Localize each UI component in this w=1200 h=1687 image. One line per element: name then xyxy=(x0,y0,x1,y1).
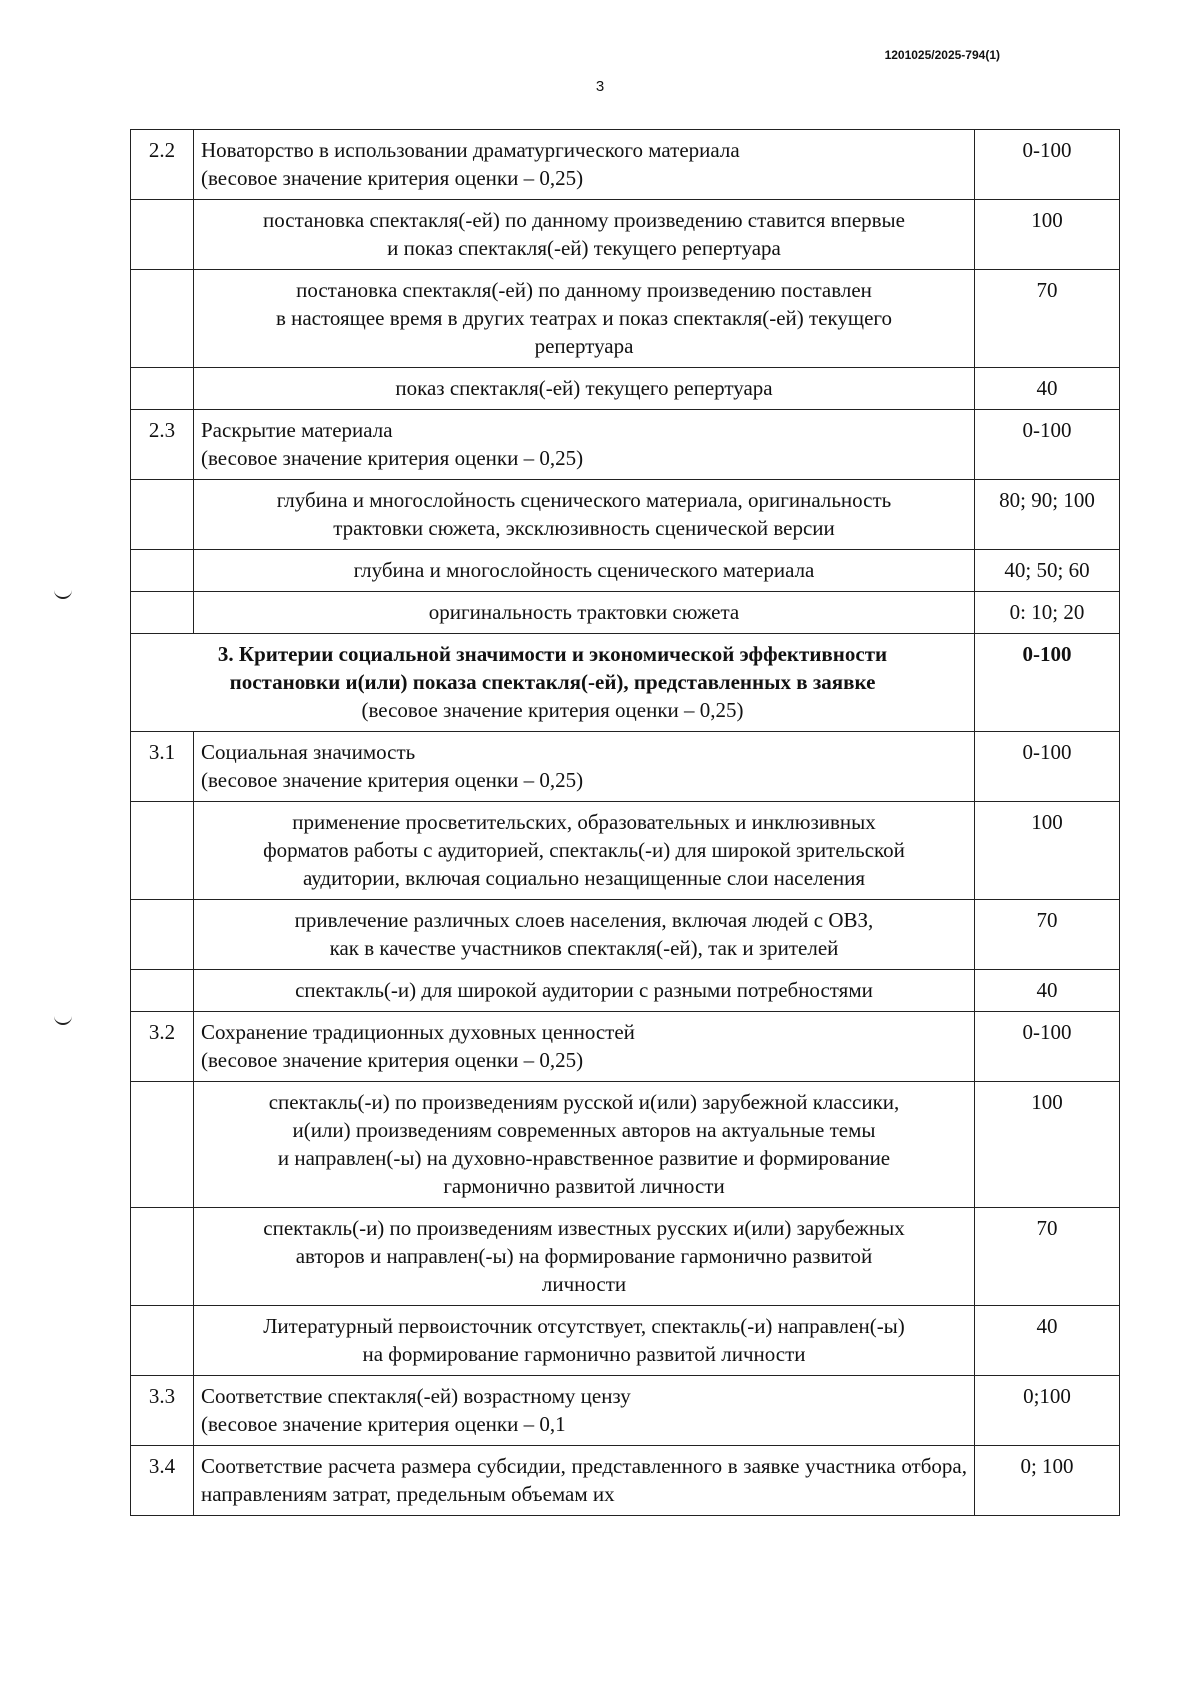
description-line: личности xyxy=(541,1272,627,1296)
criterion-description xyxy=(194,1208,975,1306)
criterion-score: 0-100 xyxy=(975,1012,1120,1082)
criterion-score: 100 xyxy=(975,200,1120,270)
criteria-row xyxy=(131,480,1120,550)
section-3-cell xyxy=(131,634,975,732)
description-line: на формирование гармонично развитой личности xyxy=(362,1342,806,1366)
description-line: Раскрытие материала xyxy=(201,418,393,442)
criterion-description xyxy=(194,130,975,200)
criterion-description xyxy=(194,368,975,410)
description-line: привлечение различных слоев населения, включая людей с ОВЗ, xyxy=(294,908,874,932)
criteria-row xyxy=(131,900,1120,970)
criteria-table xyxy=(130,129,1120,1516)
binding-mark xyxy=(54,1014,72,1025)
criterion-score: 0;100 xyxy=(975,1376,1120,1446)
criterion-description xyxy=(194,270,975,368)
description-line: глубина и многослойность сценического материала, оригинальность xyxy=(276,488,892,512)
criteria-row xyxy=(131,200,1120,270)
description-line: аудитории, включая социально незащищенные слои населения xyxy=(302,866,866,890)
criterion-description xyxy=(194,1306,975,1376)
criterion-score: 0: 10; 20 xyxy=(975,592,1120,634)
criterion-number: 2.2 xyxy=(131,130,194,200)
criterion-score: 40; 50; 60 xyxy=(975,550,1120,592)
description-line: (весовое значение критерия оценки – 0,25) xyxy=(201,768,584,792)
criterion-score: 70 xyxy=(975,900,1120,970)
section-3-title-line-1: 3. Критерии социальной значимости и экономической эффективности xyxy=(217,642,888,666)
description-line: Соответствие расчета размера субсидии, представленного в заявке участника отбора, направлениям затрат, предельным объемам их xyxy=(201,1454,967,1506)
description-line: показ спектакля(-ей) текущего репертуара xyxy=(395,376,773,400)
criteria-row xyxy=(131,592,1120,634)
criterion-score: 0; 100 xyxy=(975,1446,1120,1516)
description-line: гармонично развитой личности xyxy=(443,1174,725,1198)
criterion-score: 70 xyxy=(975,270,1120,368)
criterion-number xyxy=(131,480,194,550)
page-number: 3 xyxy=(595,78,605,95)
criterion-number xyxy=(131,1082,194,1208)
criterion-description xyxy=(194,200,975,270)
description-line: авторов и направлен(-ы) на формирование гармонично развитой xyxy=(295,1244,873,1268)
criterion-score: 0-100 xyxy=(975,732,1120,802)
criteria-row xyxy=(131,1208,1120,1306)
section-3-title-line-2: постановки и(или) показа спектакля(-ей), представленных в заявке xyxy=(229,670,876,694)
criterion-description xyxy=(194,900,975,970)
criterion-score: 40 xyxy=(975,1306,1120,1376)
criterion-description xyxy=(194,732,975,802)
description-line: постановка спектакля(-ей) по данному произведению поставлен xyxy=(296,278,872,302)
criteria-row xyxy=(131,1376,1120,1446)
description-line: Сохранение традиционных духовных ценностей xyxy=(201,1020,635,1044)
criterion-description xyxy=(194,970,975,1012)
description-line: глубина и многослойность сценического материала xyxy=(353,558,815,582)
criterion-number xyxy=(131,368,194,410)
description-line: форматов работы с аудиторией, спектакль(-и) для широкой зрительской xyxy=(263,838,905,862)
criterion-score: 100 xyxy=(975,802,1120,900)
section-3-score: 0-100 xyxy=(975,634,1120,732)
criterion-description xyxy=(194,1446,975,1516)
section-3-row xyxy=(131,634,1120,732)
criterion-score: 100 xyxy=(975,1082,1120,1208)
criterion-description xyxy=(194,550,975,592)
criteria-row xyxy=(131,1306,1120,1376)
criterion-number xyxy=(131,802,194,900)
criterion-score: 70 xyxy=(975,1208,1120,1306)
criterion-description xyxy=(194,480,975,550)
criterion-number xyxy=(131,270,194,368)
criterion-number xyxy=(131,1208,194,1306)
criteria-row xyxy=(131,368,1120,410)
criterion-number xyxy=(131,900,194,970)
criterion-score: 80; 90; 100 xyxy=(975,480,1120,550)
criterion-score: 40 xyxy=(975,368,1120,410)
criterion-number xyxy=(131,970,194,1012)
criterion-description xyxy=(194,1012,975,1082)
criterion-number xyxy=(131,550,194,592)
binding-mark xyxy=(54,588,72,599)
description-line: репертуара xyxy=(534,334,634,358)
description-line: в настоящее время в других театрах и показ спектакля(-ей) текущего xyxy=(275,306,893,330)
criterion-number: 2.3 xyxy=(131,410,194,480)
description-line: и(или) произведениям современных авторов на актуальные темы xyxy=(292,1118,876,1142)
criterion-description xyxy=(194,1082,975,1208)
criterion-number: 3.1 xyxy=(131,732,194,802)
criterion-description xyxy=(194,410,975,480)
criteria-row xyxy=(131,130,1120,200)
criterion-number: 3.4 xyxy=(131,1446,194,1516)
criterion-score: 0-100 xyxy=(975,410,1120,480)
criteria-row xyxy=(131,802,1120,900)
description-line: спектакль(-и) по произведениям русской и(или) зарубежной классики, xyxy=(268,1090,900,1114)
description-line: и направлен(-ы) на духовно-нравственное развитие и формирование xyxy=(277,1146,891,1170)
description-line: (весовое значение критерия оценки – 0,1 xyxy=(201,1412,566,1436)
description-line: Социальная значимость xyxy=(201,740,416,764)
criteria-row xyxy=(131,410,1120,480)
description-line: применение просветительских, образовательных и инклюзивных xyxy=(292,810,876,834)
document-number: 1201025/2025-794(1) xyxy=(884,48,1000,62)
description-line: Литературный первоисточник отсутствует, спектакль(-и) направлен(-ы) xyxy=(263,1314,905,1338)
criterion-number: 3.2 xyxy=(131,1012,194,1082)
description-line: оригинальность трактовки сюжета xyxy=(428,600,740,624)
criteria-row xyxy=(131,970,1120,1012)
criteria-row xyxy=(131,732,1120,802)
section-3-weight: (весовое значение критерия оценки – 0,25) xyxy=(361,698,744,722)
criterion-score: 40 xyxy=(975,970,1120,1012)
criterion-description xyxy=(194,592,975,634)
description-line: (весовое значение критерия оценки – 0,25) xyxy=(201,1048,584,1072)
criteria-row xyxy=(131,1082,1120,1208)
criterion-description xyxy=(194,1376,975,1446)
criterion-description xyxy=(194,802,975,900)
criterion-number xyxy=(131,200,194,270)
criterion-number xyxy=(131,592,194,634)
description-line: (весовое значение критерия оценки – 0,25) xyxy=(201,446,584,470)
criteria-row xyxy=(131,550,1120,592)
description-line: спектакль(-и) по произведениям известных русских и(или) зарубежных xyxy=(263,1216,905,1240)
description-line: и показ спектакля(-ей) текущего репертуара xyxy=(387,236,781,260)
description-line: спектакль(-и) для широкой аудитории с разными потребностями xyxy=(295,978,873,1002)
criteria-row xyxy=(131,270,1120,368)
description-line: Новаторство в использовании драматургического материала xyxy=(201,138,740,162)
description-line: Соответствие спектакля(-ей) возрастному цензу xyxy=(201,1384,631,1408)
description-line: трактовки сюжета, эксклюзивность сценической версии xyxy=(333,516,835,540)
criterion-number: 3.3 xyxy=(131,1376,194,1446)
criterion-number xyxy=(131,1306,194,1376)
description-line: постановка спектакля(-ей) по данному произведению ставится впервые xyxy=(263,208,905,232)
description-line: (весовое значение критерия оценки – 0,25) xyxy=(201,166,584,190)
criterion-score: 0-100 xyxy=(975,130,1120,200)
description-line: как в качестве участников спектакля(-ей), так и зрителей xyxy=(329,936,839,960)
criteria-row xyxy=(131,1446,1120,1516)
criteria-row xyxy=(131,1012,1120,1082)
